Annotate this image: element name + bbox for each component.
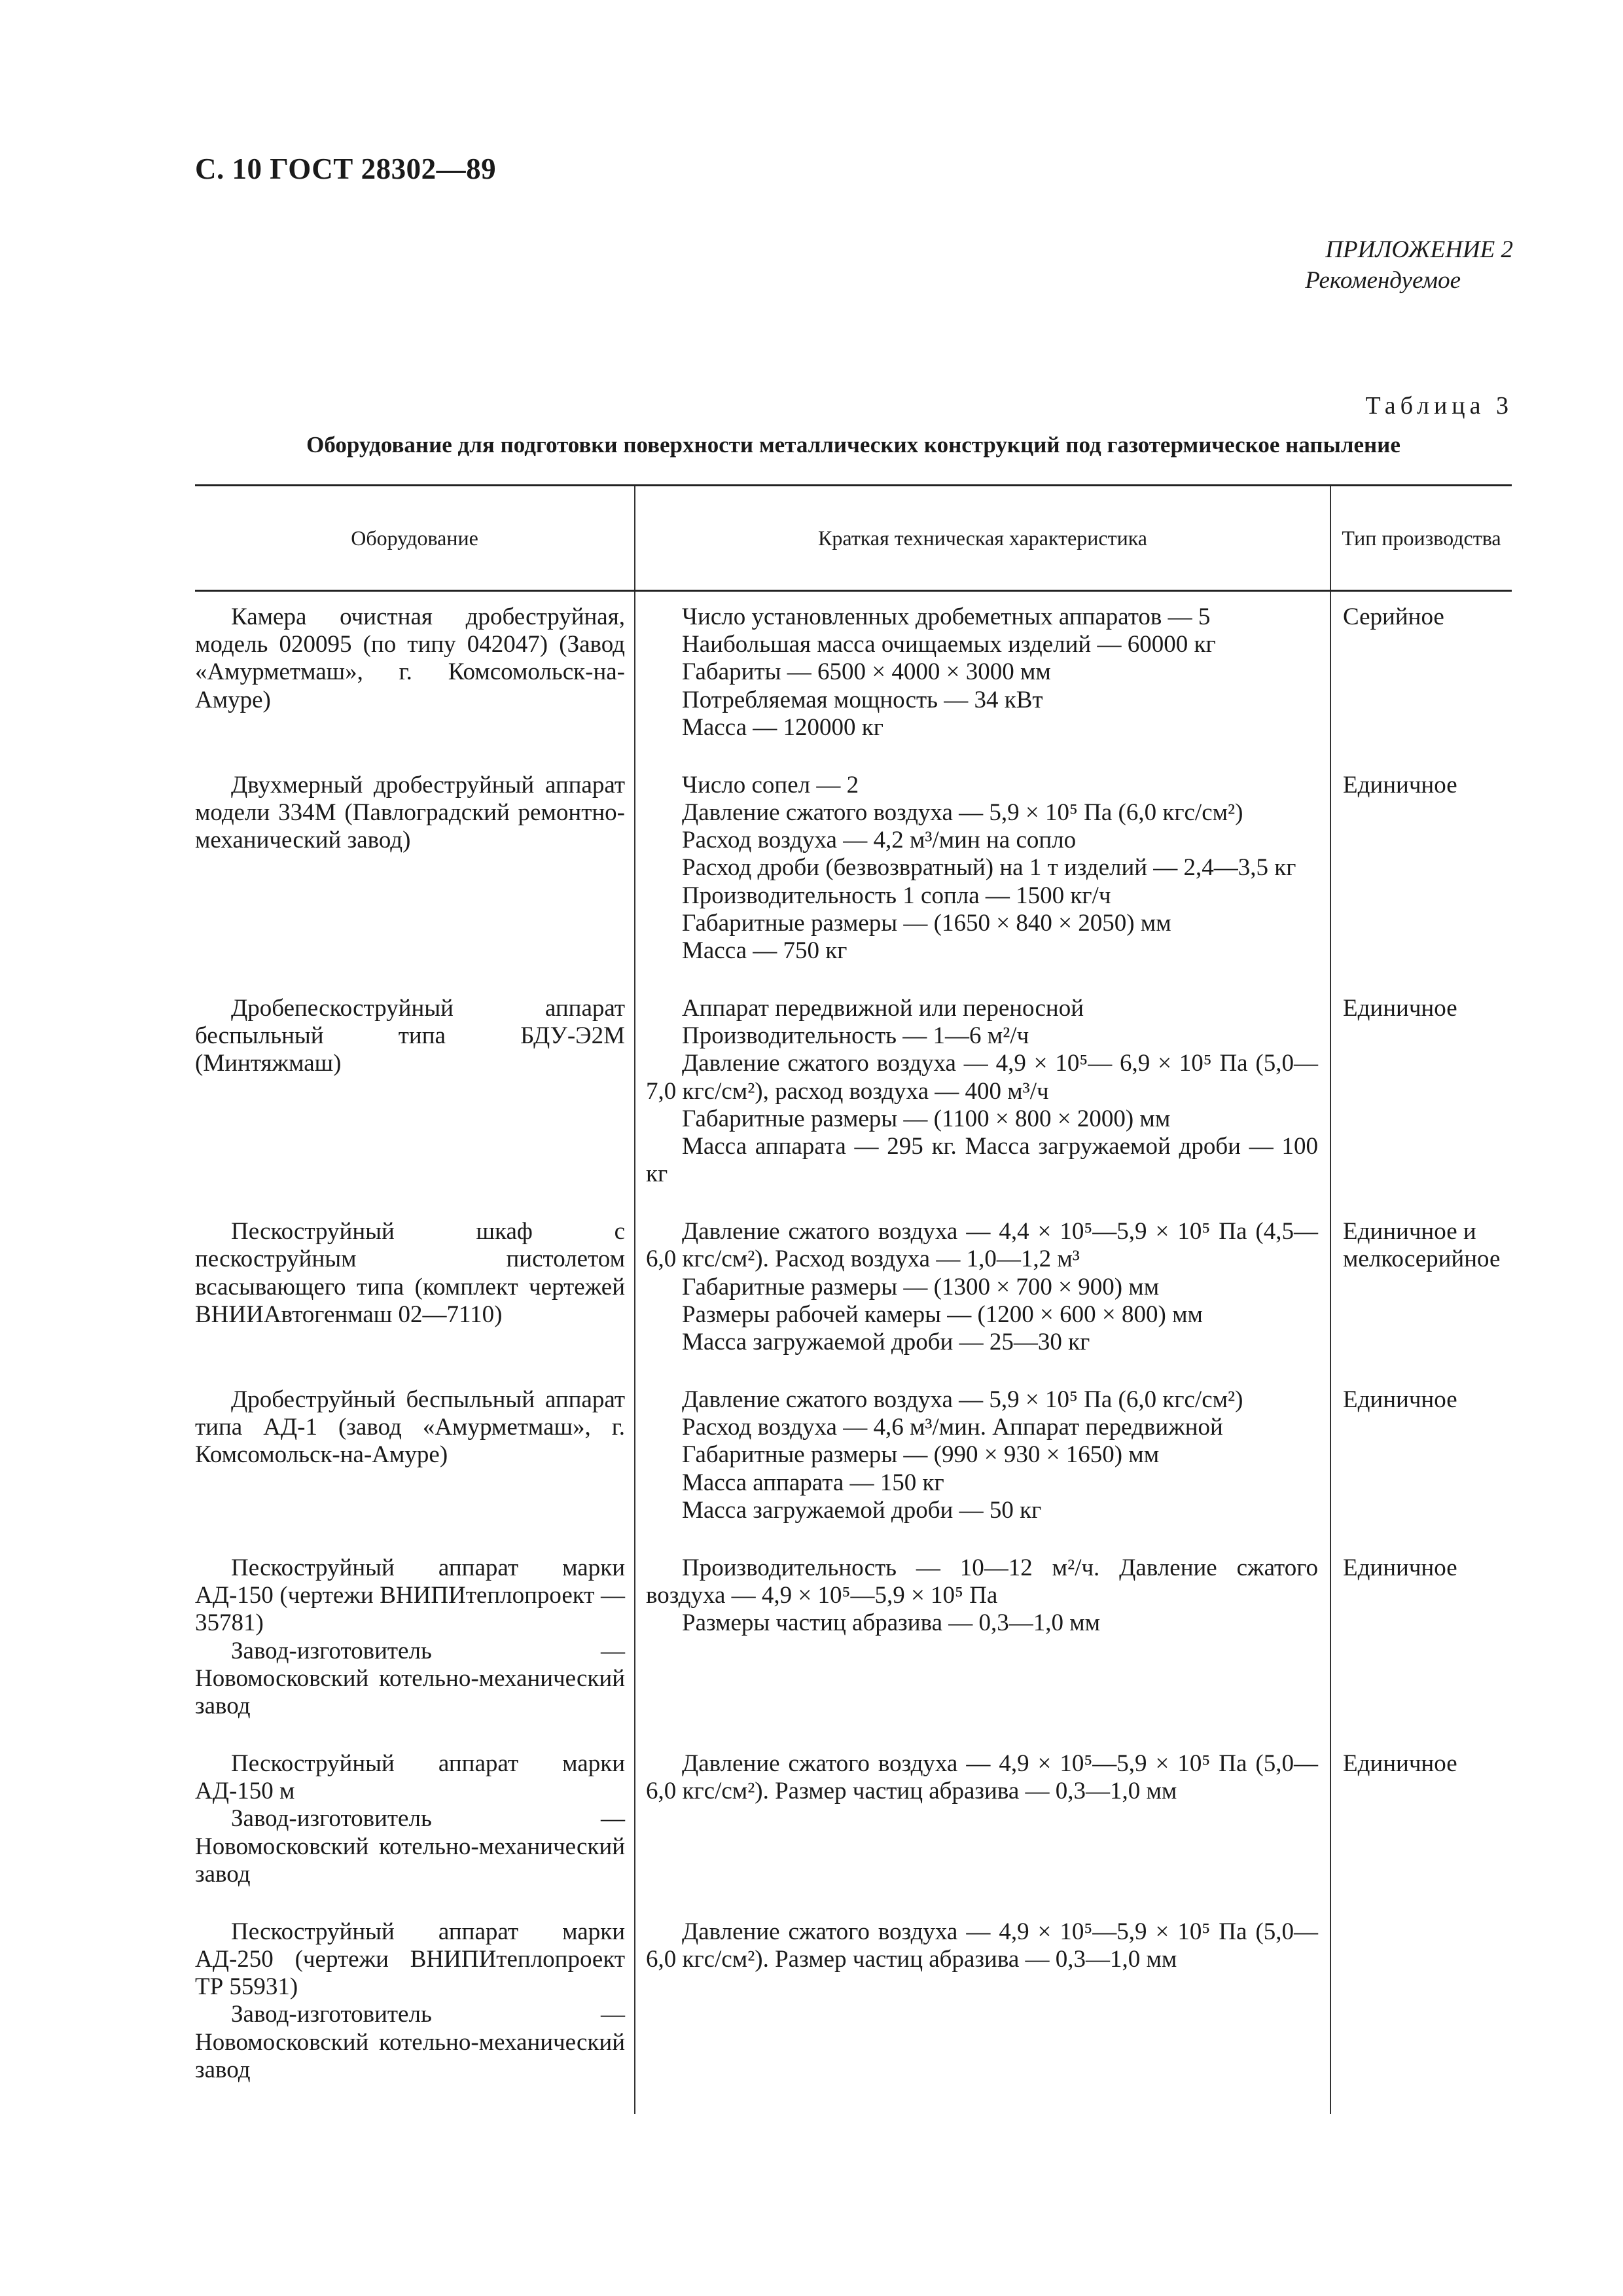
cell-production-type: Единичное: [1330, 772, 1512, 995]
cell-production-type: Серийное: [1330, 591, 1512, 772]
spec-line: Габаритные размеры — (1100 × 800 × 2000) мм: [682, 1105, 1171, 1132]
spec-line: Давление сжатого воздуха — 4,9 × 10⁵— 6,9 × 10⁵ Па (5,0—7,0 кгс/см²), расход воздуха — 400 м³/ч: [646, 1050, 1318, 1105]
spec-line: Давление сжатого воздуха — 5,9 × 10⁵ Па (6,0 кгс/см²): [682, 1386, 1243, 1414]
cell-production-type: Единичное: [1330, 1554, 1512, 1750]
spec-line: Производительность 1 сопла — 1500 кг/ч: [682, 882, 1111, 909]
table-row: [195, 1218, 1512, 1386]
cell-specs: [635, 1218, 1330, 1386]
spec-line: Масса загружаемой дроби — 25—30 кг: [682, 1328, 1090, 1355]
spec-line: Габаритные размеры — (990 × 930 × 1650) мм: [682, 1441, 1160, 1469]
cell-specs: [635, 1386, 1330, 1554]
table-row: [195, 1750, 1512, 1918]
spec-line: Расход дроби (безвозвратный) на 1 т изделий — 2,4—3,5 кг: [682, 854, 1296, 882]
cell-equipment: [195, 1750, 635, 1918]
column-header-specs: Краткая техническая характеристика: [635, 486, 1330, 591]
table-row: [195, 1918, 1512, 2114]
spec-line: Расход воздуха — 4,6 м³/мин. Аппарат передвижной: [682, 1414, 1223, 1441]
equipment-text: Пескоструйный аппарат марки АД-150 м: [195, 1750, 625, 1805]
equipment-table: [195, 484, 1512, 2114]
table-caption: Оборудование для подготовки поверхности металлических конструкций под газотермическое напыление: [306, 432, 1400, 457]
cell-specs: [635, 995, 1330, 1218]
spec-line: Давление сжатого воздуха — 5,9 × 10⁵ Па (6,0 кгс/см²): [682, 799, 1243, 827]
spec-line: Масса аппарата — 150 кг: [682, 1469, 944, 1496]
table-header-row: [195, 486, 1512, 591]
spec-line: Давление сжатого воздуха — 4,9 × 10⁵—5,9 × 10⁵ Па (5,0—6,0 кгс/см²). Размер частиц абразива — 0,3—1,0 мм: [646, 1918, 1318, 1973]
spec-line: Масса загружаемой дроби — 50 кг: [682, 1496, 1042, 1524]
spec-line: Давление сжатого воздуха — 4,4 × 10⁵—5,9 × 10⁵ Па (4,5—6,0 кгс/см²). Расход воздуха — 1,0—1,2 м³: [646, 1218, 1318, 1273]
spec-line: Расход воздуха — 4,2 м³/мин на сопло: [682, 827, 1077, 854]
spec-line: Давление сжатого воздуха — 4,9 × 10⁵—5,9 × 10⁵ Па (5,0—6,0 кгс/см²). Размер частиц абразива — 0,3—1,0 мм: [646, 1750, 1318, 1805]
table-number: Таблица 3: [1365, 392, 1513, 420]
cell-specs: [635, 1554, 1330, 1750]
spec-line: Наибольшая масса очищаемых изделий — 60000 кг: [682, 631, 1216, 658]
cell-equipment: [195, 1218, 635, 1386]
cell-production-type: [1330, 1918, 1512, 2114]
equipment-table-container: [195, 484, 1512, 2114]
appendix-number: ПРИЛОЖЕНИЕ 2: [1325, 236, 1513, 263]
cell-specs: [635, 772, 1330, 995]
spec-line: Число сопел — 2: [682, 771, 859, 798]
spec-line: Масса — 120000 кг: [682, 713, 883, 741]
spec-line: Габариты — 6500 × 4000 × 3000 мм: [682, 658, 1051, 686]
cell-specs: [635, 1750, 1330, 1918]
appendix-label: [1305, 234, 1513, 296]
cell-equipment: [195, 1554, 635, 1750]
equipment-text: Двухмерный дробеструйный аппарат модели 334М (Павлоградский ремонтно-механический завод): [195, 771, 625, 854]
spec-line: Производительность — 1—6 м²/ч: [682, 1022, 1029, 1050]
equipment-text: Дробепескоструйный аппарат беспыльный типа БДУ-Э2М (Минтяжмаш): [195, 995, 625, 1077]
cell-production-type: Единичное: [1330, 1386, 1512, 1554]
spec-line: Размеры частиц абразива — 0,3—1,0 мм: [682, 1609, 1101, 1637]
spec-line: Размеры рабочей камеры — (1200 × 600 × 800) мм: [682, 1300, 1203, 1328]
spec-line: Производительность — 10—12 м²/ч. Давление сжатого воздуха — 4,9 × 10⁵—5,9 × 10⁵ Па: [646, 1554, 1318, 1609]
table-body: [195, 591, 1512, 2114]
cell-equipment: [195, 995, 635, 1218]
spec-line: Аппарат передвижной или переносной: [682, 995, 1084, 1022]
column-header-production: Тип производства: [1330, 486, 1512, 591]
column-header-equipment: Оборудование: [195, 486, 635, 591]
cell-specs: [635, 1918, 1330, 2114]
cell-production-type: Единичное и мелкосерийное: [1330, 1218, 1512, 1386]
equipment-text: Пескоструйный аппарат марки АД-250 (чертежи ВНИПИтеплопроект ТР 55931): [195, 1918, 625, 2001]
table-row: [195, 772, 1512, 995]
cell-production-type: Единичное: [1330, 1750, 1512, 1918]
spec-line: Габаритные размеры — (1650 × 840 × 2050) мм: [682, 909, 1171, 937]
equipment-text: Дробеструйный беспыльный аппарат типа АД-1 (завод «Амурметмаш», г. Комсомольск-на-Амуре): [195, 1386, 625, 1469]
cell-equipment: [195, 591, 635, 772]
spec-line: Масса аппарата — 295 кг. Масса загружаемой дроби — 100 кг: [646, 1132, 1318, 1188]
cell-equipment: [195, 1918, 635, 2114]
table-row: [195, 1554, 1512, 1750]
spec-line: Масса — 750 кг: [682, 937, 847, 964]
spec-line: Габаритные размеры — (1300 × 700 × 900) мм: [682, 1273, 1160, 1300]
cell-equipment: [195, 772, 635, 995]
table-row: [195, 591, 1512, 772]
cell-production-type: Единичное: [1330, 995, 1512, 1218]
spec-line: Число установленных дробеметных аппаратов — 5: [682, 603, 1211, 630]
equipment-text: Пескоструйный аппарат марки АД-150 (чертежи ВНИПИтеплопроект — 35781): [195, 1554, 625, 1637]
spec-line: Потребляемая мощность — 34 кВт: [682, 686, 1043, 713]
equipment-text: Пескоструйный шкаф с пескоструйным пистолетом всасывающего типа (комплект чертежей ВНИИАвтогенмаш 02—7110): [195, 1218, 625, 1328]
equipment-text: Завод-изготовитель — Новомосковский котельно-механический завод: [195, 1805, 625, 1888]
equipment-text: Завод-изготовитель — Новомосковский котельно-механический завод: [195, 2001, 625, 2083]
equipment-text: Завод-изготовитель — Новомосковский котельно-механический завод: [195, 1637, 625, 1719]
table-row: [195, 1386, 1512, 1554]
cell-specs: [635, 591, 1330, 772]
page-header-title: С. 10 ГОСТ 28302—89: [195, 152, 497, 185]
table-row: [195, 995, 1512, 1218]
equipment-text: Камера очистная дробеструйная, модель 020095 (по типу 042047) (Завод «Амурметмаш», г. Комсомольск-на-Амуре): [195, 603, 625, 713]
cell-equipment: [195, 1386, 635, 1554]
appendix-status: Рекомендуемое: [1305, 267, 1461, 295]
